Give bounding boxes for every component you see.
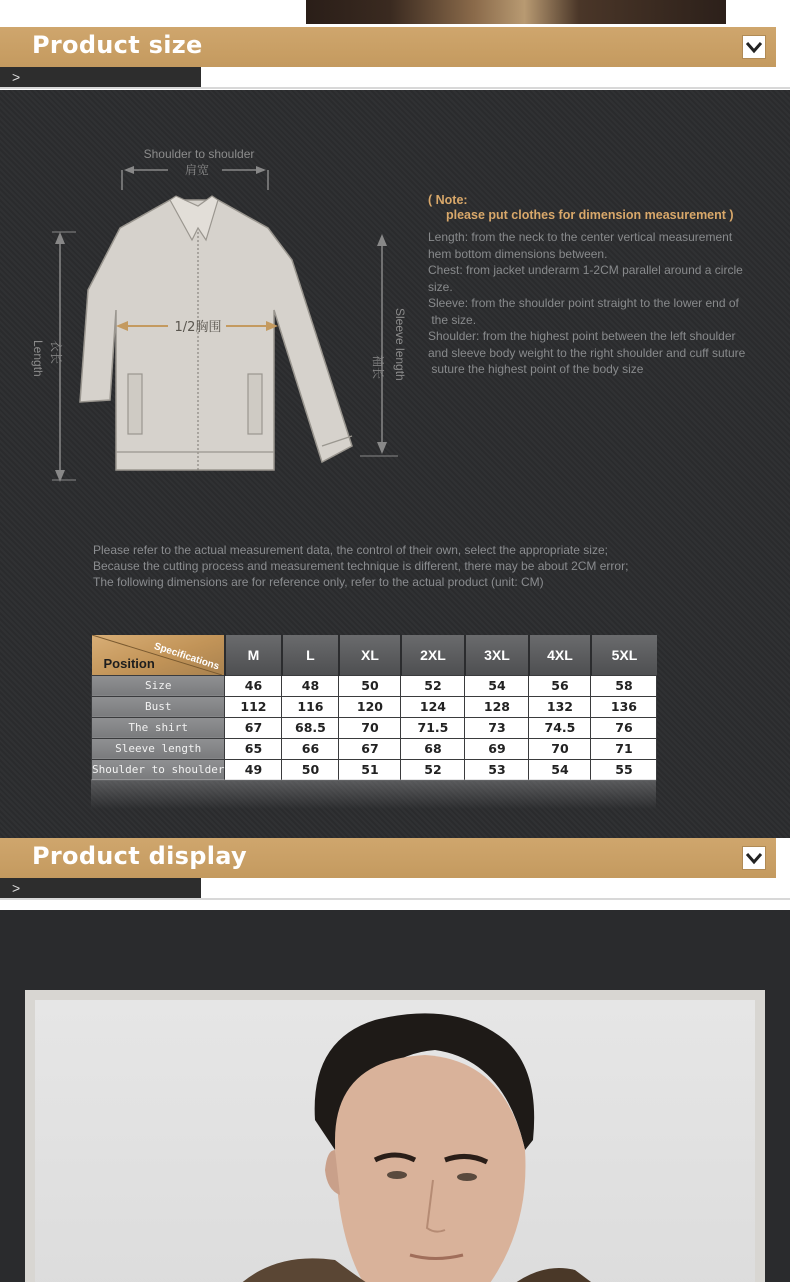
sleeve-arrow [360,234,398,456]
table-cell: 67 [339,738,401,759]
jacket-measurement-diagram [30,140,420,500]
table-row [92,696,657,717]
table-cell: 74.5 [529,717,591,738]
table-cell: 120 [339,696,401,717]
chest-label: 1/2胸围 [174,320,222,335]
table-cell: 128 [465,696,529,717]
product-display-header [0,838,790,900]
row-label: Bust [92,696,225,717]
reference-line: The following dimensions are for reference only, refer to the actual product (unit: CM) [93,575,544,589]
note-line: the size. [428,312,477,327]
note-line: size. [428,279,453,294]
table-cell: 65 [225,738,282,759]
chevron-right-icon: > [12,69,21,85]
table-cell: 66 [282,738,339,759]
sleeve-label-zh: 袖长 [371,355,385,380]
table-cell: 52 [401,759,465,780]
product-photo [35,1000,755,1282]
size-header: 4XL [529,635,591,675]
note-line: Shoulder: from the highest point between the left shoulder [428,329,736,343]
note-heading: ( Note: [428,193,468,207]
row-label: The shirt [92,717,225,738]
table-cell: 73 [465,717,529,738]
product-size-header [0,27,790,89]
divider [0,898,790,900]
table-cell: 50 [339,675,401,696]
row-label: Shoulder to shoulder [92,759,225,780]
note-line: and sleeve body weight to the right shoulder and cuff suture [428,345,746,360]
table-cell: 53 [465,759,529,780]
size-chart-panel [0,90,790,838]
table-cell: 69 [465,738,529,759]
table-cell: 55 [591,759,657,780]
table-cell: 70 [339,717,401,738]
size-header: 3XL [465,635,529,675]
length-label-zh: 衣长 [49,340,63,365]
size-header: 5XL [591,635,657,675]
section-title: Product display [32,842,247,870]
table-cell: 68.5 [282,717,339,738]
size-header: M [225,635,282,675]
top-photo-strip [0,0,790,26]
table-row [92,717,657,738]
section-title-bar [0,27,776,67]
table-cell: 52 [401,675,465,696]
reference-line: Because the cutting process and measurement technique is different, there may be about 2CM error; [93,559,629,573]
size-header: XL [339,635,401,675]
model-photo-illustration [35,1000,755,1282]
product-display-panel [0,910,790,1282]
table-cell: 132 [529,696,591,717]
size-header: 2XL [401,635,465,675]
row-label: Sleeve length [92,738,225,759]
chevron-down-icon[interactable] [742,846,766,870]
length-label-en: Length [31,340,45,377]
table-cell: 70 [529,738,591,759]
reference-notice [93,542,733,590]
note-line: Length: from the neck to the center vertical measurement [428,230,733,244]
table-cell: 67 [225,717,282,738]
table-reflection [91,779,656,809]
table-cell: 50 [282,759,339,780]
table-cell: 58 [591,675,657,696]
section-title: Product size [32,31,203,59]
table-cell: 71.5 [401,717,465,738]
table-cell: 68 [401,738,465,759]
table-cell: 124 [401,696,465,717]
table-corner [92,635,225,675]
size-table [91,635,657,781]
divider [0,87,790,89]
note-text [428,229,788,378]
note-heading-instruction: please put clothes for dimension measurement ) [446,208,734,222]
product-photo-frame [25,990,765,1282]
row-label: Size [92,675,225,696]
table-cell: 56 [529,675,591,696]
size-header: L [282,635,339,675]
shoulder-label-zh: 肩宽 [184,163,210,177]
chevron-right-icon: > [12,880,21,896]
section-tab[interactable] [0,67,201,87]
table-cell: 76 [591,717,657,738]
table-cell: 48 [282,675,339,696]
position-label: Position [103,655,155,671]
note-line: suture the highest point of the body size [428,362,644,376]
table-cell: 136 [591,696,657,717]
table-row [92,738,657,759]
section-tab[interactable] [0,878,201,898]
table-cell: 51 [339,759,401,780]
shoulder-label-en: Shoulder to shoulder [143,147,255,161]
previous-product-photo [306,0,726,24]
note-line: hem bottom dimensions between. [428,246,608,261]
table-cell: 54 [529,759,591,780]
table-cell: 49 [225,759,282,780]
chevron-down-icon[interactable] [742,35,766,59]
section-title-bar [0,838,776,878]
reference-line: Please refer to the actual measurement data, the control of their own, select the appropriate size; [93,543,608,557]
specifications-label: Specifications [152,641,220,673]
table-cell: 116 [282,696,339,717]
size-header-row [92,635,657,675]
table-cell: 54 [465,675,529,696]
measurement-note [428,193,788,378]
table-row [92,759,657,780]
note-line: Sleeve: from the shoulder point straight to the lower end of [428,296,739,310]
table-cell: 71 [591,738,657,759]
table-cell: 112 [225,696,282,717]
table-cell: 46 [225,675,282,696]
table-row [92,675,657,696]
note-line: Chest: from jacket underarm 1-2CM parallel around a circle [428,263,743,277]
sleeve-label-en: Sleeve length [393,308,407,381]
